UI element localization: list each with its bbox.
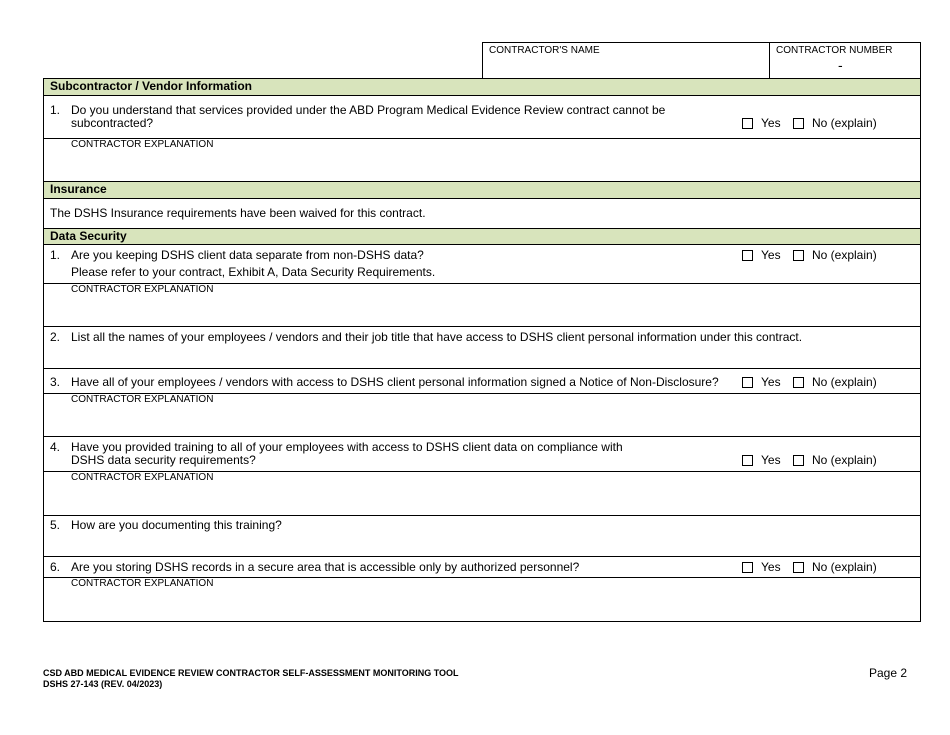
- no-checkbox[interactable]: [793, 562, 804, 573]
- explanation-label: CONTRACTOR EXPLANATION: [71, 139, 214, 150]
- explanation-label: CONTRACTOR EXPLANATION: [71, 394, 214, 405]
- contractor-number-value: -: [838, 57, 843, 73]
- explanation-field[interactable]: [44, 150, 920, 180]
- no-label: No (explain): [812, 453, 877, 467]
- ds-q1-line1: Are you keeping DSHS client data separate from non-DSHS data?: [71, 248, 424, 262]
- question-number: 2.: [50, 330, 61, 344]
- yes-checkbox[interactable]: [742, 250, 753, 261]
- divider: [44, 556, 920, 557]
- section-data-security: Data Security: [43, 228, 921, 245]
- question-number: 4.: [50, 440, 61, 454]
- explanation-label: CONTRACTOR EXPLANATION: [71, 284, 214, 295]
- divider: [44, 368, 920, 369]
- no-label: No (explain): [812, 560, 877, 574]
- contractor-number-label: CONTRACTOR NUMBER: [776, 45, 893, 56]
- answer-field[interactable]: [44, 534, 920, 554]
- contractor-name-box[interactable]: [482, 42, 770, 79]
- question-number: 5.: [50, 518, 61, 532]
- yes-label: Yes: [761, 248, 781, 262]
- section-subcontractor: Subcontractor / Vendor Information: [43, 78, 921, 96]
- explanation-field[interactable]: [44, 296, 920, 324]
- yes-label: Yes: [761, 375, 781, 389]
- no-checkbox[interactable]: [793, 455, 804, 466]
- question-number: 1.: [50, 103, 61, 117]
- ds-q3-text: Have all of your employees / vendors with access to DSHS client personal information signed a Notice of Non-Disclosure?: [71, 375, 719, 389]
- footer-form-title: CSD ABD MEDICAL EVIDENCE REVIEW CONTRACTOR SELF-ASSESSMENT MONITORING TOOL: [43, 668, 459, 678]
- question-number: 3.: [50, 375, 61, 389]
- subcontractor-q1-line1: Do you understand that services provided under the ABD Program Medical Evidence Review contract cannot be: [71, 103, 666, 117]
- no-label: No (explain): [812, 248, 877, 262]
- yes-checkbox[interactable]: [742, 377, 753, 388]
- divider: [44, 326, 920, 327]
- ds-q2-text: List all the names of your employees / vendors and their job title that have access to DSHS client personal information under this contract.: [71, 330, 803, 344]
- explanation-label: CONTRACTOR EXPLANATION: [71, 472, 214, 483]
- question-number: 1.: [50, 248, 61, 262]
- explanation-field[interactable]: [44, 406, 920, 434]
- subcontractor-q1-line2: subcontracted?: [71, 116, 154, 130]
- ds-q4-line1: Have you provided training to all of your employees with access to DSHS client data on compliance with: [71, 440, 623, 454]
- yes-checkbox[interactable]: [742, 455, 753, 466]
- yes-checkbox[interactable]: [742, 562, 753, 573]
- ds-q1-line2: Please refer to your contract, Exhibit A, Data Security Requirements.: [71, 265, 436, 279]
- yes-label: Yes: [761, 453, 781, 467]
- divider: [44, 436, 920, 437]
- no-label: No (explain): [812, 375, 877, 389]
- no-label: No (explain): [812, 116, 877, 130]
- question-number: 6.: [50, 560, 61, 574]
- explanation-label: CONTRACTOR EXPLANATION: [71, 578, 214, 589]
- ds-q5-text: How are you documenting this training?: [71, 518, 282, 532]
- yes-label: Yes: [761, 560, 781, 574]
- yes-label: Yes: [761, 116, 781, 130]
- yes-checkbox[interactable]: [742, 118, 753, 129]
- no-checkbox[interactable]: [793, 250, 804, 261]
- explanation-field[interactable]: [44, 590, 920, 620]
- ds-q4-line2: DSHS data security requirements?: [71, 453, 256, 467]
- footer-form-number: DSHS 27-143 (REV. 04/2023): [43, 679, 163, 689]
- contractor-number-box[interactable]: [769, 42, 921, 79]
- no-checkbox[interactable]: [793, 377, 804, 388]
- ds-q6-text: Are you storing DSHS records in a secure area that is accessible only by authorized personnel?: [71, 560, 580, 574]
- contractor-name-label: CONTRACTOR'S NAME: [489, 45, 600, 56]
- explanation-field[interactable]: [44, 484, 920, 512]
- no-checkbox[interactable]: [793, 118, 804, 129]
- divider: [44, 515, 920, 516]
- page-number: Page 2: [869, 666, 908, 680]
- answer-field[interactable]: [44, 346, 920, 367]
- section-insurance: Insurance: [43, 181, 921, 199]
- insurance-text: The DSHS Insurance requirements have been waived for this contract.: [50, 206, 426, 220]
